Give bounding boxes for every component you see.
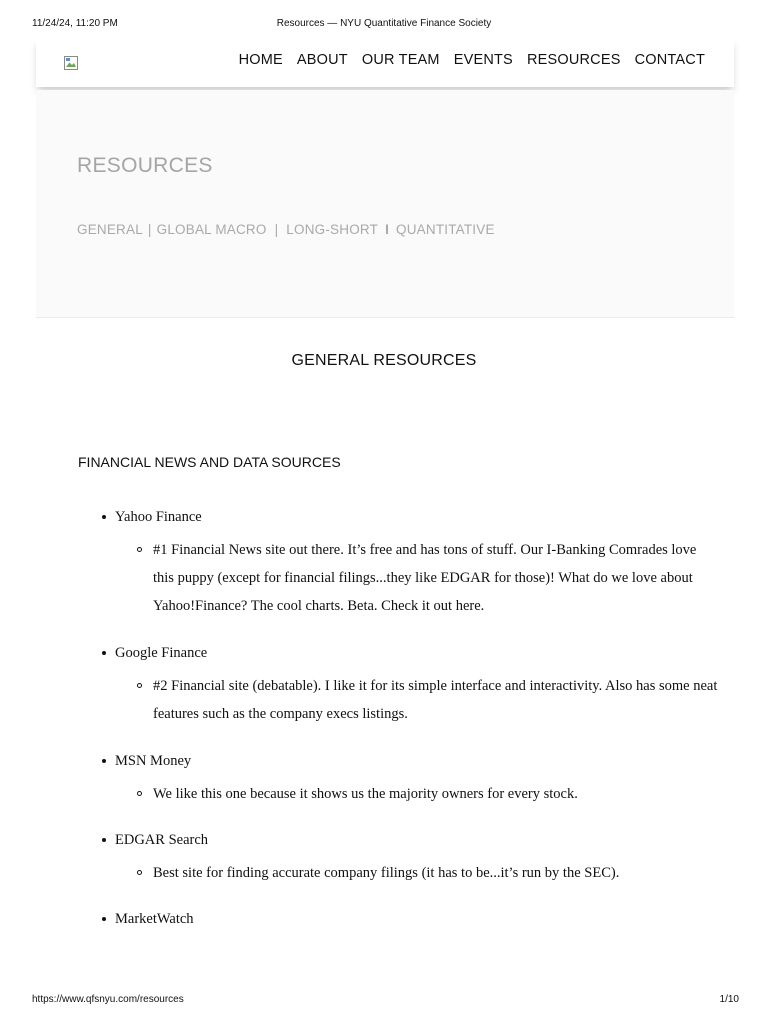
page-title: RESOURCES [77, 154, 213, 177]
nav-home[interactable]: HOME [238, 52, 283, 68]
nav-contact[interactable]: CONTACT [634, 52, 705, 68]
link-separator: I [385, 222, 390, 237]
nav-resources[interactable]: RESOURCES [526, 52, 621, 68]
list-item [78, 908, 718, 938]
list-item [78, 506, 718, 642]
resource-description: #2 Financial site (debatable). I like it for its simple interface and interactivity. Also has some neat features such as the company execs listings. [78, 672, 718, 728]
site-header [36, 37, 734, 87]
link-separator: | [274, 222, 279, 237]
resource-name-yahoo-finance[interactable]: Yahoo Finance [78, 506, 718, 528]
nav-about[interactable]: ABOUT [296, 52, 348, 68]
link-long-short[interactable]: LONG-SHORT [286, 222, 379, 237]
broken-image-icon[interactable] [63, 55, 79, 71]
link-separator: | [147, 222, 152, 237]
main-nav [239, 52, 705, 68]
print-title: Resources — NYU Quantitative Finance Society [276, 18, 492, 29]
category-links [77, 222, 495, 237]
print-url: https://www.qfsnyu.com/resources [32, 994, 184, 1005]
nav-events[interactable]: EVENTS [453, 52, 513, 68]
print-page-number: 1/10 [719, 994, 739, 1005]
print-header [0, 18, 768, 34]
list-item [78, 642, 718, 750]
resource-description: Best site for finding accurate company filings (it has to be...it’s run by the SEC). [78, 859, 718, 887]
resource-name-edgar-search[interactable]: EDGAR Search [78, 829, 718, 851]
resource-name-marketwatch[interactable]: MarketWatch [78, 908, 718, 930]
subsection-title: FINANCIAL NEWS AND DATA SOURCES [78, 454, 341, 470]
link-general[interactable]: GENERAL [77, 222, 143, 237]
print-date: 11/24/24, 11:20 PM [32, 18, 118, 29]
resource-list [78, 506, 718, 938]
resource-name-google-finance[interactable]: Google Finance [78, 642, 718, 664]
link-global-macro[interactable]: GLOBAL MACRO [156, 222, 267, 237]
print-footer [0, 994, 768, 1010]
list-item [78, 750, 718, 829]
nav-our-team[interactable]: OUR TEAM [361, 52, 440, 68]
resource-description: #1 Financial News site out there. It’s free and has tons of stuff. Our I-Banking Comrades love this puppy (except for financial filings...they like EDGAR for those)! What do we love about Yahoo!Finance? The cool charts. Beta. Check it out here. [78, 536, 718, 620]
resource-description: We like this one because it shows us the majority owners for every stock. [78, 780, 718, 808]
hero-banner [36, 90, 734, 318]
link-quantitative[interactable]: QUANTITATIVE [396, 222, 495, 237]
resource-name-msn-money[interactable]: MSN Money [78, 750, 718, 772]
section-title: GENERAL RESOURCES [291, 352, 477, 369]
list-item [78, 829, 718, 908]
